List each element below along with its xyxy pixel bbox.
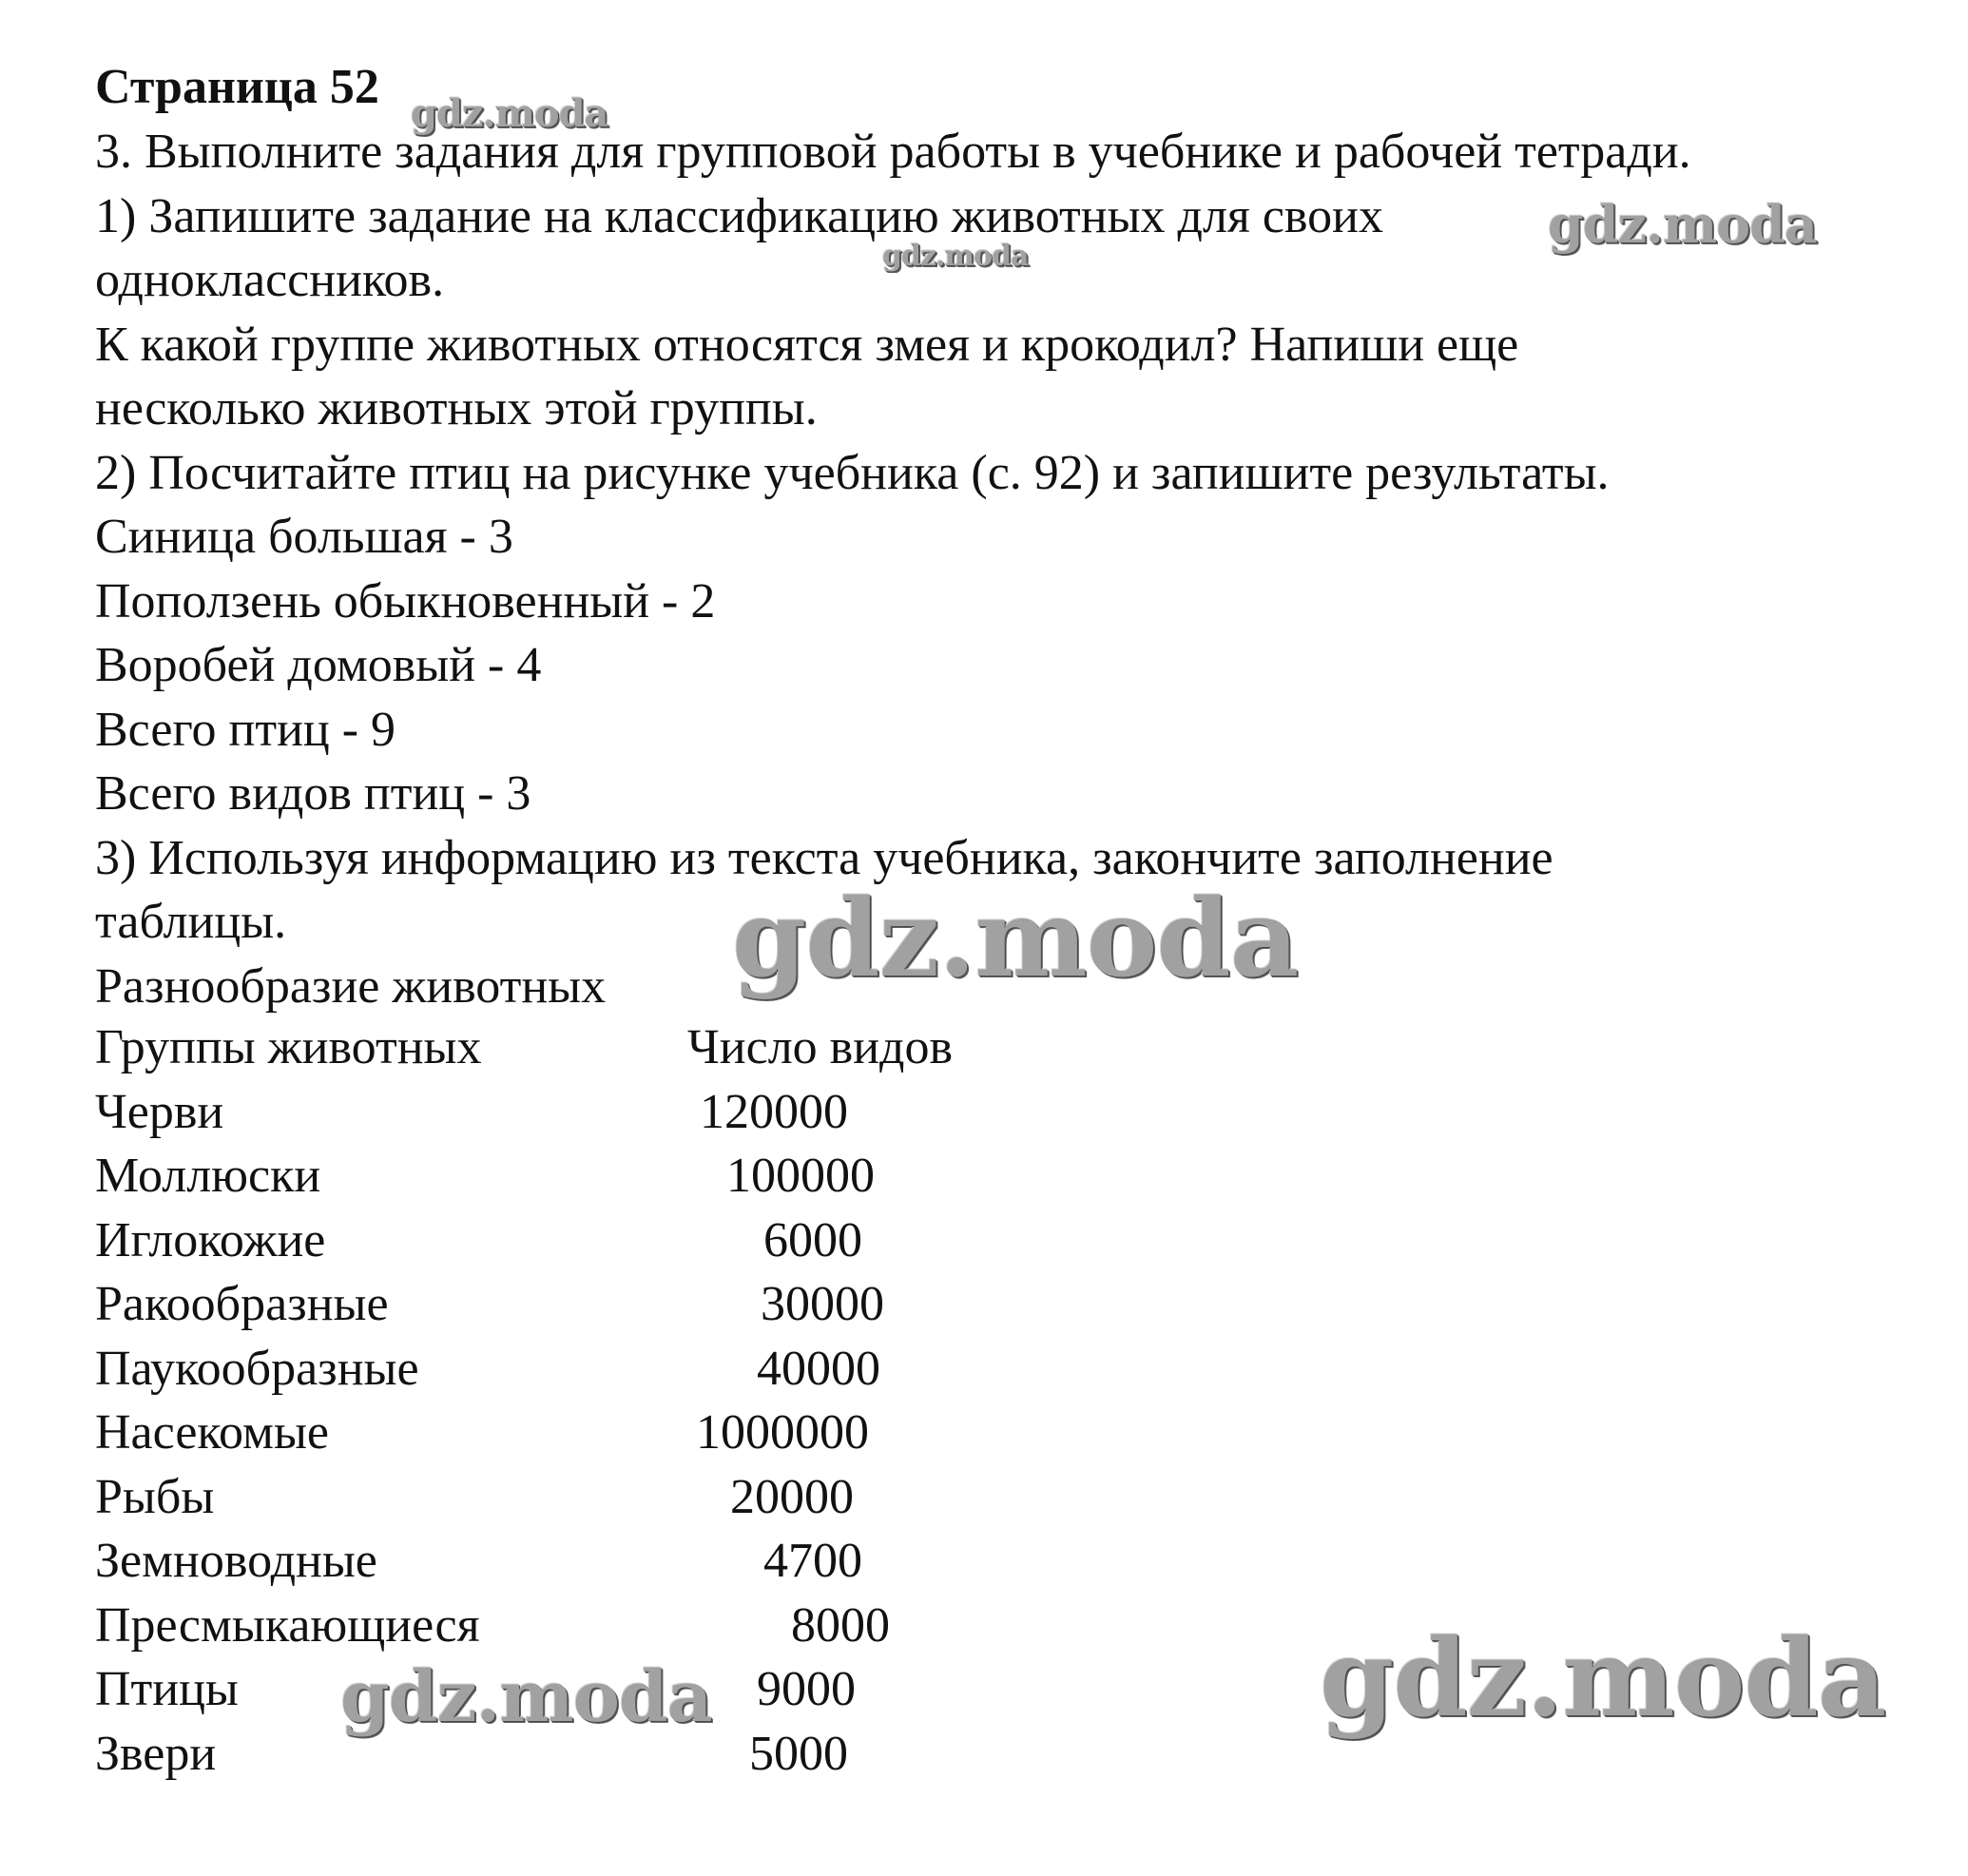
group-name: Птицы: [95, 1662, 239, 1716]
header-species-count: Число видов: [687, 1020, 954, 1074]
text-line: таблицы.: [95, 895, 287, 949]
group-name: Паукообразные: [95, 1341, 419, 1396]
group-name: Черви: [95, 1084, 224, 1139]
species-count: 20000: [730, 1469, 854, 1524]
species-count: 4700: [763, 1534, 862, 1588]
watermark: gdz.moda: [882, 240, 1029, 273]
text-line: Синица большая - 3: [95, 510, 513, 564]
group-name: Звери: [95, 1726, 217, 1781]
watermark: gdz.moda: [1320, 1616, 1886, 1741]
group-name: Иглокожие: [95, 1212, 326, 1267]
page-title: Страница 52: [95, 60, 379, 114]
species-count: 100000: [726, 1149, 875, 1203]
text-line: одноклассников.: [95, 253, 445, 307]
watermark: gdz.moda: [732, 877, 1299, 1001]
text-line: Всего птиц - 9: [95, 702, 396, 757]
species-count: 5000: [749, 1726, 848, 1781]
text-line: Воробей домовый - 4: [95, 638, 542, 692]
species-count: 120000: [700, 1084, 848, 1139]
watermark: gdz.moda: [1548, 194, 1817, 255]
group-name: Насекомые: [95, 1405, 329, 1460]
watermark: gdz.moda: [411, 91, 608, 136]
species-count: 40000: [757, 1341, 880, 1396]
text-line: Поползень обыкновенный - 2: [95, 573, 716, 629]
text-line: 3. Выполните задания для групповой работы в учебнике и рабочей тетради.: [95, 125, 1691, 179]
header-groups: Группы животных: [95, 1020, 482, 1074]
species-count: 1000000: [696, 1405, 869, 1460]
table-title: Разнообразие животных: [95, 958, 607, 1014]
species-count: 30000: [761, 1277, 884, 1331]
group-name: Моллюски: [95, 1149, 321, 1203]
group-name: Ракообразные: [95, 1277, 389, 1331]
text-line: 2) Посчитайте птиц на рисунке учебника (с. 92) и запишите результаты.: [95, 445, 1610, 500]
species-count: 9000: [757, 1662, 856, 1716]
text-line: 3) Используя информацию из текста учебника, закончите заполнение: [95, 830, 1553, 885]
text-line: несколько животных этой группы.: [95, 381, 818, 435]
species-count: 8000: [791, 1597, 890, 1653]
group-name: Пресмыкающиеся: [95, 1597, 480, 1653]
text-line: К какой группе животных относятся змея и крокодил? Напиши еще: [95, 317, 1519, 372]
species-count: 6000: [763, 1212, 862, 1267]
watermark: gdz.moda: [340, 1656, 712, 1738]
group-name: Земноводные: [95, 1534, 377, 1588]
group-name: Рыбы: [95, 1469, 215, 1524]
text-line: Всего видов птиц - 3: [95, 766, 531, 821]
text-line: 1) Запишите задание на классификацию животных для своих: [95, 188, 1383, 243]
